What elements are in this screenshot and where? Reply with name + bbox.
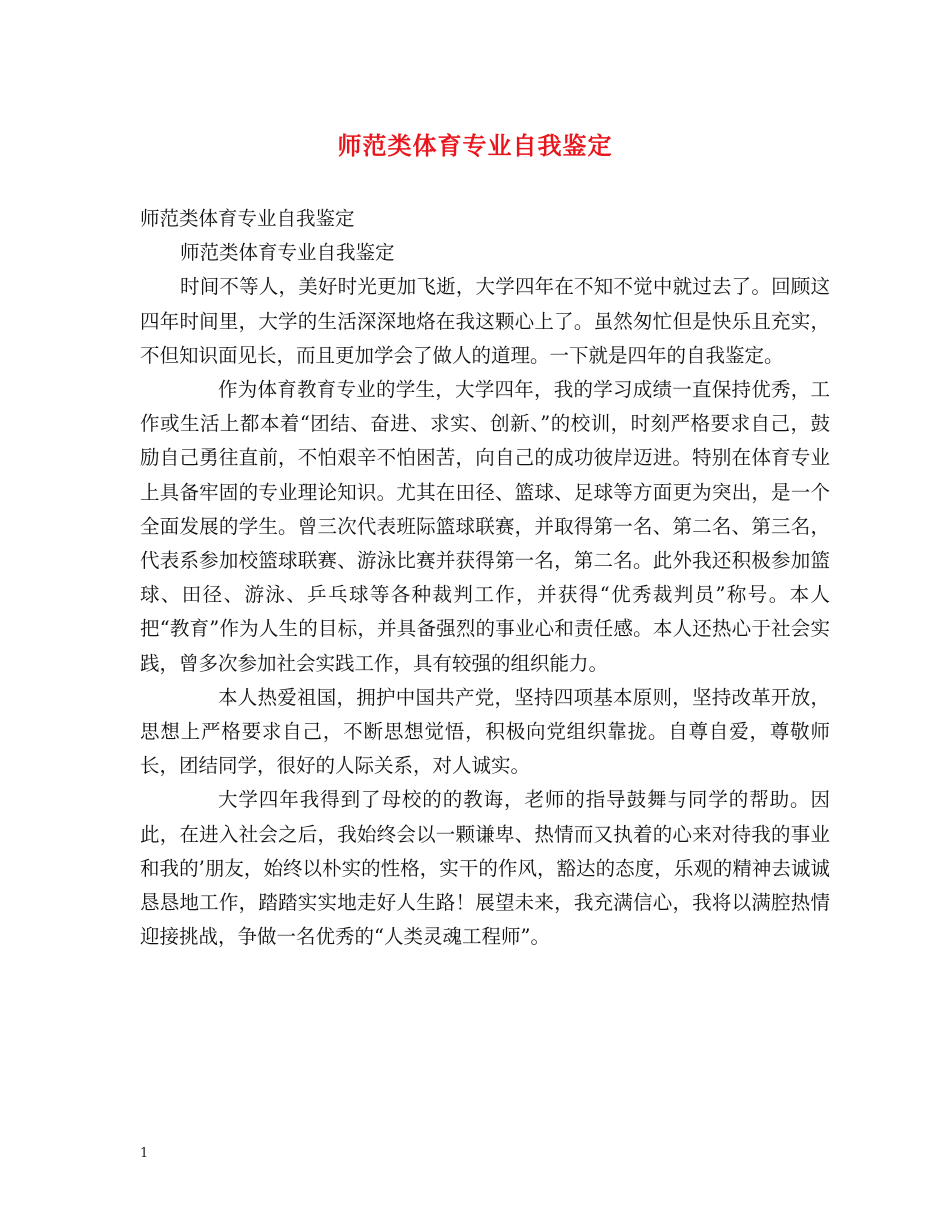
body-heading: 师范类体育专业自我鉴定 (140, 207, 355, 230)
document-title: 师范类体育专业自我鉴定 (337, 131, 613, 160)
document-body (140, 202, 830, 954)
paragraph-intro: 时间不等人，美好时光更加飞逝，大学四年在不知不觉中就过去了。回顾这四年时间里，大学的生活深深地烙在我这颗心上了。虽然匆忙但是快乐且充实，不但知识面见长，而且更加学会了做人的道理。一下就是四年的自我鉴定。 (140, 275, 830, 367)
page-number: 1 (140, 1146, 149, 1161)
paragraph-future: 大学四年我得到了母校的的教诲，老师的指导鼓舞与同学的帮助。因此，在进入社会之后，我始终会以一颗谦卑、热情而又执着的心来对待我的事业和我的’朋友，始终以朴实的性格，实干的作风，豁达的态度，乐观的精神去诚诚恳恳地工作，踏踏实实地走好人生路！展望未来，我充满信心，我将以满腔热情迎接挑战，争做一名优秀的“人类灵魂工程师”。 (140, 788, 830, 949)
paragraph-politics: 本人热爱祖国，拥护中国共产党，坚持四项基本原则，坚持改革开放，思想上严格要求自己，不断思想觉悟，积极向党组织靠拢。自尊自爱，尊敬师长，团结同学，很好的人际关系，对人诚实。 (140, 685, 830, 778)
paragraph-study: 作为体育教育专业的学生，大学四年，我的学习成绩一直保持优秀，工作或生活上都本着“团结、奋进、求实、创新、”的校训，时刻严格要求自己，鼓励自己勇往直前，不怕艰辛不怕困苦，向自己的成功彼岸迈进。特别在体育专业上具备牢固的专业理论知识。尤其在田径、篮球、足球等方面更为突出，是一个全面发展的学生。曾三次代表班际篮球联赛，并取得第一名、第二名、第三名，代表系参加校篮球联赛、游泳比赛并获得第一名，第二名。此外我还积极参加篮球、田径、游泳、乒乓球等各种裁判工作，并获得“优秀裁判员”称号。本人把“教育”作为人生的目标，并具备强烈的事业心和责任感。本人还热心于社会实践，曾多次参加社会实践工作，具有较强的组织能力。 (140, 378, 830, 675)
body-subheading: 师范类体育专业自我鉴定 (180, 241, 395, 265)
